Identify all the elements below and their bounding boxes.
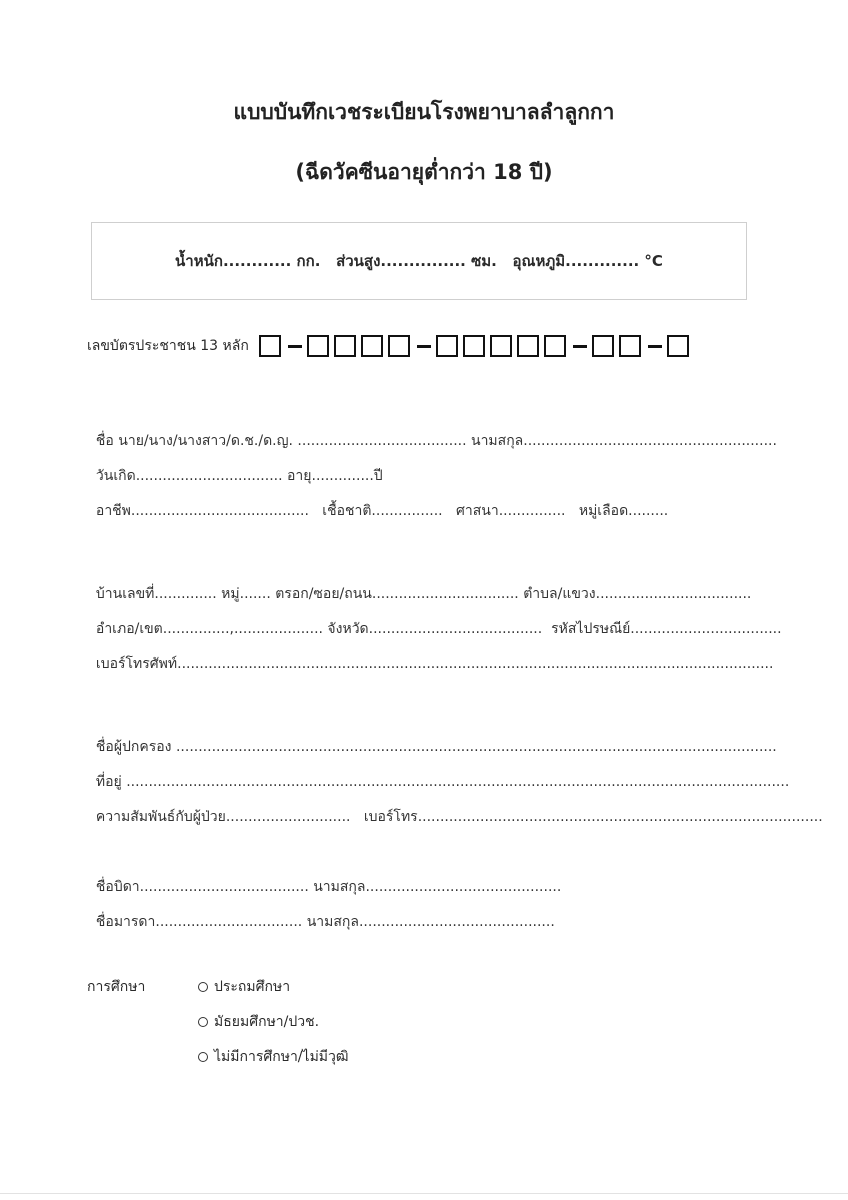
id-separator (417, 345, 431, 348)
birth-line (87, 449, 383, 487)
mother-line (87, 895, 555, 933)
education-label: การศึกษา (87, 979, 146, 995)
guardian-name-field[interactable]: ชื่อผู้ปกครอง ....................................................................................................................................... (95, 739, 777, 755)
father-surname-field[interactable]: นามสกุล............................................ (313, 879, 562, 895)
form-title: แบบบันทึกเวชระเบียนโรงพยาบาลลำลูกกา (233, 100, 615, 124)
education-option-primary[interactable]: ประถมศึกษา (198, 976, 290, 998)
address-line-2 (87, 602, 782, 640)
national-id-boxes[interactable] (259, 335, 694, 357)
age-field[interactable]: อายุ..............ปี (287, 468, 383, 484)
ethnicity-field[interactable]: เชื้อชาติ................ (322, 503, 443, 519)
id-digit-box[interactable] (517, 335, 539, 357)
id-digit-box[interactable] (490, 335, 512, 357)
guardian-address-field[interactable]: ที่อยู่ ..................................................................................................................................................... (95, 774, 790, 790)
moo-field[interactable]: หมู่....... (221, 586, 271, 602)
id-digit-box[interactable] (667, 335, 689, 357)
mother-surname-field[interactable]: นามสกุล............................................ (306, 914, 555, 930)
district-field[interactable]: อำเภอ/เขต...............,.................... (95, 621, 323, 637)
guardian-address-line (87, 755, 789, 793)
id-digit-box[interactable] (463, 335, 485, 357)
phone-field[interactable]: เบอร์โทรศัพท์...................................................................................................................................... (95, 656, 774, 672)
radio-circle-icon[interactable] (198, 1017, 208, 1027)
page-edge (0, 1193, 848, 1194)
id-digit-box[interactable] (259, 335, 281, 357)
id-digit-box[interactable] (619, 335, 641, 357)
guardian-relation-line (87, 790, 823, 828)
id-digit-box[interactable] (544, 335, 566, 357)
guardian-phone-field[interactable]: เบอร์โทร........................................................................................... (363, 809, 823, 825)
surname-field[interactable]: นามสกุล......................................................... (471, 433, 777, 449)
education-option-none[interactable]: ไม่มีการศึกษา/ไม่มีวุฒิ (198, 1046, 349, 1068)
guardian-name-line (87, 720, 777, 758)
street-field[interactable]: ตรอก/ซอย/ถนน................................. (275, 586, 519, 602)
subdistrict-field[interactable]: ตำบล/แขวง................................... (523, 586, 752, 602)
id-separator (573, 345, 587, 348)
mother-name-field[interactable]: ชื่อมารดา................................. (95, 914, 303, 930)
father-line (87, 860, 561, 898)
national-id-label: เลขบัตรประชาชน 13 หลัก (87, 338, 249, 354)
id-digit-box[interactable] (334, 335, 356, 357)
occupation-field[interactable]: อาชีพ........................................ (95, 503, 309, 519)
education-option-secondary[interactable]: มัธยมศึกษา/ปวช. (198, 1011, 319, 1033)
religion-field[interactable]: ศาสนา............... (456, 503, 566, 519)
relationship-field[interactable]: ความสัมพันธ์กับผู้ป่วย............................ (95, 809, 351, 825)
occupation-line (87, 484, 668, 522)
blood-group-field[interactable]: หมู่เลือด......... (578, 503, 669, 519)
id-digit-box[interactable] (361, 335, 383, 357)
national-id-row (87, 328, 694, 364)
height-field[interactable]: ส่วนสูง............... ซม. (336, 252, 497, 270)
radio-circle-icon[interactable] (198, 982, 208, 992)
radio-circle-icon[interactable] (198, 1052, 208, 1062)
house-no-field[interactable]: บ้านเลขที่.............. (95, 586, 217, 602)
form-subtitle: (ฉีดวัคซีนอายุต่ำกว่า 18 ปี) (295, 160, 553, 184)
name-line (87, 414, 777, 452)
postal-code-field[interactable]: รหัสไปรษณีย์.................................. (551, 621, 782, 637)
temperature-field[interactable]: อุณหภูมิ............. °C (512, 252, 663, 270)
id-digit-box[interactable] (307, 335, 329, 357)
id-separator (288, 345, 302, 348)
id-digit-box[interactable] (388, 335, 410, 357)
id-digit-box[interactable] (436, 335, 458, 357)
id-digit-box[interactable] (592, 335, 614, 357)
father-name-field[interactable]: ชื่อบิดา...................................... (95, 879, 309, 895)
province-field[interactable]: จังหวัด....................................... (327, 621, 543, 637)
name-field[interactable]: ชื่อ นาย/นาง/นางสาว/ด.ช./ด.ญ. ...................................... (95, 433, 467, 449)
phone-line (87, 637, 773, 675)
birthdate-field[interactable]: วันเกิด................................. (95, 468, 283, 484)
vitals-box (91, 222, 747, 300)
id-separator (648, 345, 662, 348)
address-line-1 (87, 567, 751, 605)
weight-field[interactable]: น้ำหนัก............ กก. (175, 252, 321, 270)
